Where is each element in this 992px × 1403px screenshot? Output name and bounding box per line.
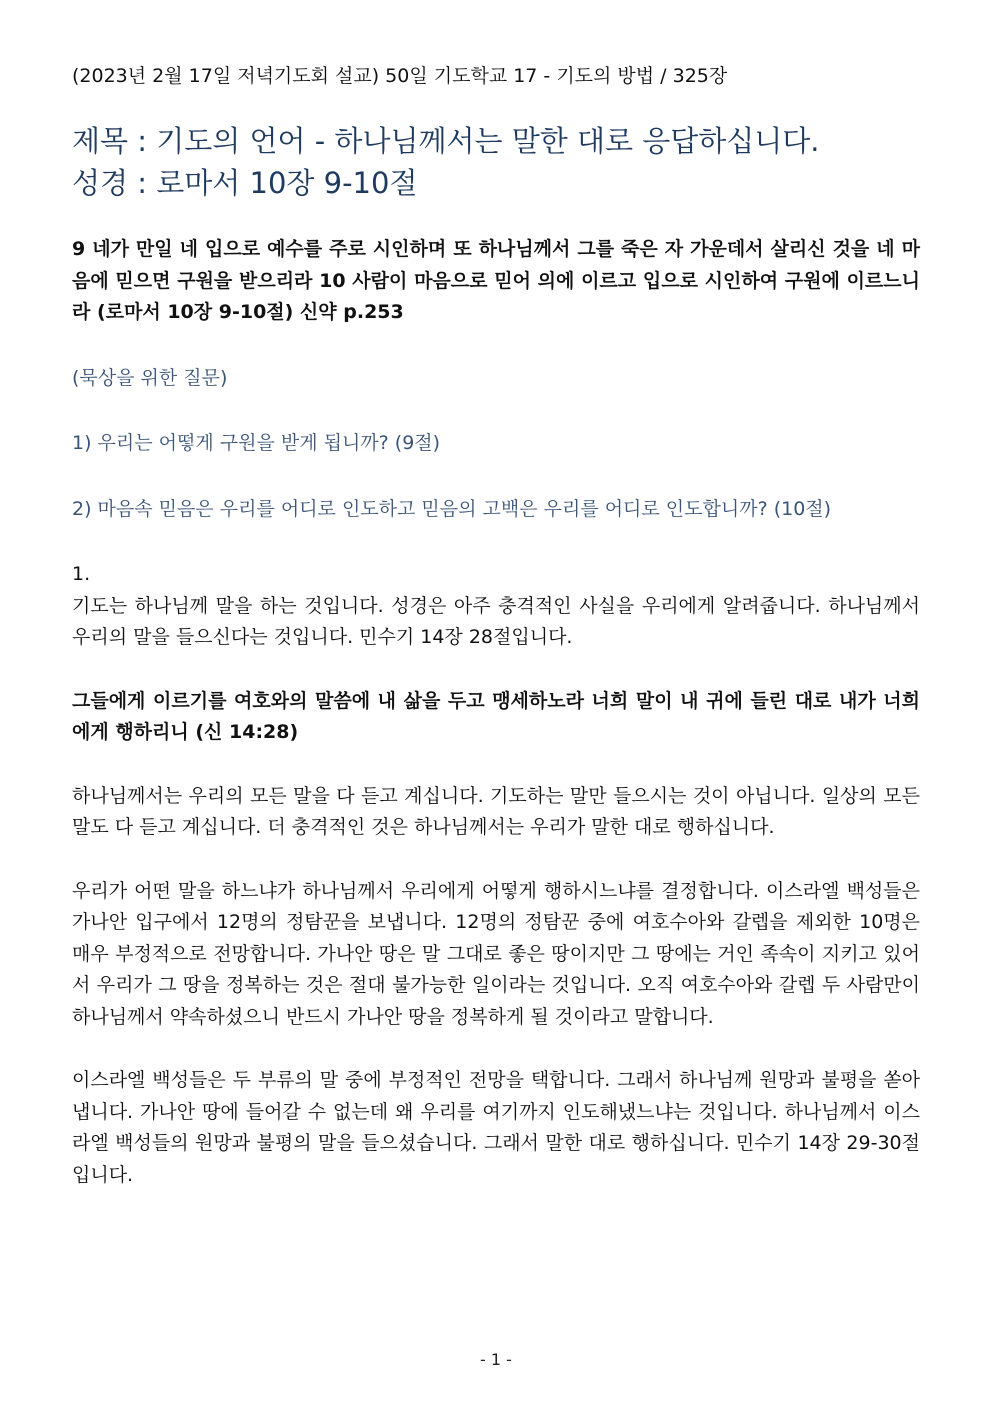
body-paragraph-2: 하나님께서는 우리의 모든 말을 다 듣고 계십니다. 기도하는 말만 들으시는 것이 아닙니다. 일상의 모든 말도 다 듣고 계십니다. 더 충격적인 것은 하나님께서는 우리가 말한 대로 행하십니다. xyxy=(72,784,920,838)
sermon-header: (2023년 2월 17일 저녁기도회 설교) 50일 기도학교 17 - 기도의 방법 / 325장 xyxy=(72,65,728,87)
scripture-reference: 성경 : 로마서 10장 9-10절 xyxy=(72,166,418,200)
meditation-heading: (묵상을 위한 질문) xyxy=(72,366,228,389)
meditation-question-2: 2) 마음속 믿음은 우리를 어디로 인도하고 믿음의 고백은 우리를 어디로 인도합니까? (10절) xyxy=(72,497,832,520)
document-page xyxy=(72,62,920,1191)
page-number: - 1 - xyxy=(480,1350,512,1369)
body-paragraph-1: 기도는 하나님께 말을 하는 것입니다. 성경은 아주 충격적인 사실을 우리에게 알려줍니다. 하나님께서 우리의 말을 들으신다는 것입니다. 민수기 14장 28절입니다. xyxy=(72,594,920,648)
section-number: 1. xyxy=(72,563,91,585)
scripture-text: 9 네가 만일 네 입으로 예수를 주로 시인하며 또 하나님께서 그를 죽은 자 가운데서 살리신 것을 네 마음에 믿으면 구원을 받으리라 10 사람이 마음으로 믿어 의에 이르고 입으로 시인하여 구원에 이르느니라 (로마서 10장 9-10절) 신약 p.253 xyxy=(72,238,920,323)
bible-quote: 그들에게 이르기를 여호와의 말씀에 내 삶을 두고 맹세하노라 너희 말이 내 귀에 들린 대로 내가 너희에게 행하리니 (신 14:28) xyxy=(72,689,920,743)
sermon-title: 제목 : 기도의 언어 - 하나님께서는 말한 대로 응답하십니다. xyxy=(72,124,820,158)
meditation-question-1: 1) 우리는 어떻게 구원을 받게 됩니까? (9절) xyxy=(72,432,441,454)
title-block xyxy=(72,120,920,204)
body-paragraph-4: 이스라엘 백성들은 두 부류의 말 중에 부정적인 전망을 택합니다. 그래서 하나님께 원망과 불평을 쏟아냅니다. 가나안 땅에 들어갈 수 없는데 왜 우리를 여기까지 인도해냈느냐는 것입니다. 하나님께서 이스라엘 백성들의 원망과 불평의 말을 들으셨습니다. 그래서 말한 대로 행하십니다. 민수기 14장 29-30절입니다. xyxy=(72,1069,920,1186)
body-paragraph-3: 우리가 어떤 말을 하느냐가 하나님께서 우리에게 어떻게 행하시느냐를 결정합니다. 이스라엘 백성들은 가나안 입구에서 12명의 정탐꾼을 보냅니다. 12명의 정탐꾼 중에 여호수아와 갈렙을 제외한 10명은 매우 부정적으로 전망합니다. 가나안 땅은 말 그대로 좋은 땅이지만 그 땅에는 거인 족속이 지키고 있어서 우리가 그 땅을 정복하는 것은 절대 불가능한 일이라는 것입니다. 오직 여호수아와 갈렙 두 사람만이 하나님께서 약속하셨으니 반드시 가나안 땅을 정복하게 될 것이라고 말합니다. xyxy=(72,879,920,1028)
